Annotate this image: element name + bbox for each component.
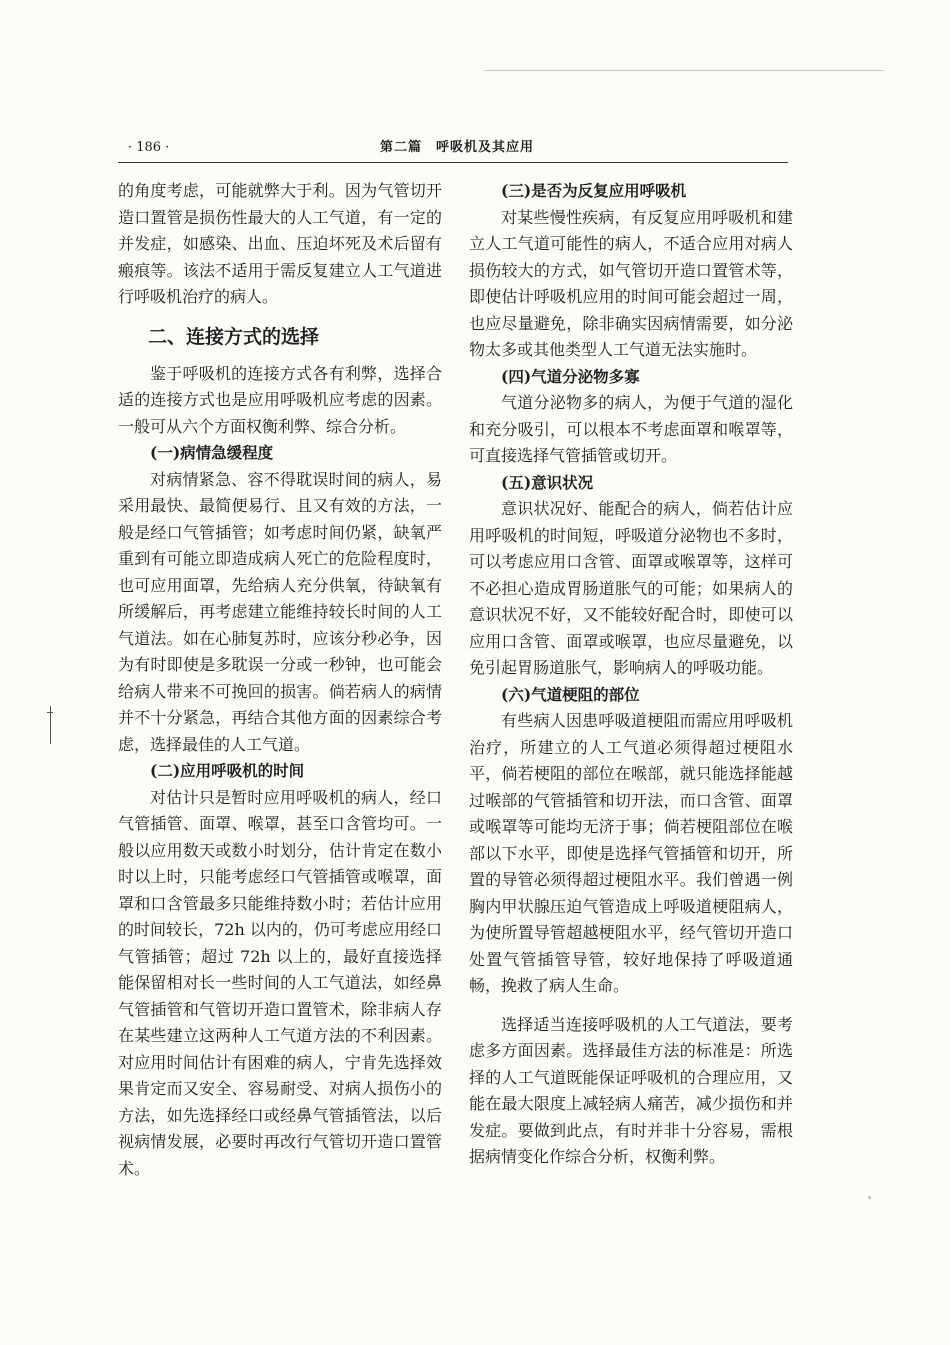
paragraph: 对某些慢性疾病，有反复应用呼吸机和建立人工气道可能性的病人，不适合应用对病人损伤较大的方式，如气管切开造口置管术等，即使估计呼吸机应用的时间可能会超过一周，也应尽量避免，除非确实因病情需要，如分泌物太多或其他类型人工气道无法实施时。 [469,207,793,359]
scan-speck [868,1196,871,1199]
chapter-title: 第二篇 呼吸机及其应用 [380,140,535,155]
subsection-heading: (四)气道分泌物多寡 [501,366,640,386]
top-page-rule [484,70,884,71]
paragraph: 意识状况好、能配合的病人，倘若估计应用呼吸机的时间短，呼吸道分泌物也不多时，可以考虑应用口含管、面罩或喉罩等，这样可不必担心造成胃肠道胀气的可能；如果病人的意识状况不好，又不能较好配合时，即使可以应用口含管、面罩或喉罩，也应尽量避免，以免引起胃肠道胀气，影响病人的呼吸功能。 [469,499,793,677]
paragraph-continued: 的角度考虑，可能就弊大于利。因为气管切开造口置管是损伤性最大的人工气道，有一定的并发症，如感染、出血、压迫坏死及术后留有瘢痕等。该法不适用于需反复建立人工气道进行呼吸机治疗的病人。 [118,181,442,306]
paragraph: 气道分泌物多的病人，为便于气道的湿化和充分吸引，可以根本不考虑面罩和喉罩等，可直接选择气管插管或切开。 [469,393,793,465]
subsection-heading: (一)病情急缓程度 [150,443,274,462]
paragraph: 对病情紧急、容不得耽误时间的病人，易采用最快、最简便易行、且又有效的方法，一般是经口气管插管；如考虑时间仍紧，缺氧严重到有可能立即造成病人死亡的危险程度时，也可应用面罩，先给病人充分供氧，待缺氧有所缓解后，再考虑建立能维持较长时间的人工气道法。如在心肺复苏时，应该分秒必争，因为有时即使是多耽误一分或一秒钟，也可能会给病人带来不可挽回的损害。倘若病人的病情并不十分紧急，再结合其他方面的因素综合考虑，选择最佳的人工气道。 [118,469,442,754]
page-number: · 186 · [128,140,170,155]
subsection-heading: (五)意识状况 [501,472,594,492]
section-heading: 二、连接方式的选择 [148,325,320,348]
left-column [118,178,442,1182]
header-rule [118,162,788,163]
paragraph: 鉴于呼吸机的连接方式各有利弊，选择合适的连接方式也是应用呼吸机应考虑的因素。一般可从六个方面权衡利弊、综合分析。 [118,363,442,436]
subsection-heading: (二)应用呼吸机的时间 [150,761,305,780]
paragraph: 选择适当连接呼吸机的人工气道法，要考虑多方面因素。选择最佳方法的标准是：所选择的人工气道既能保证呼吸机的合理应用，又能在最大限度上减轻病人痛苦，减少损伤和并发症。要做到此点，有时并非十分容易，需根据病情变化作综合分析，权衡利弊。 [469,1014,793,1166]
paragraph: 有些病人因患呼吸道梗阻而需应用呼吸机治疗，所建立的人工气道必须得超过梗阻水平，倘若梗阻的部位在喉部，就只能选择能越过喉部的气管插管和切开法，而口含管、面罩或喉罩等可能均无济于事；倘若梗阻部位在喉部以下水平，即使是选择气管插管和切开，所置的导管必须得超过梗阻水平。我们曾遇一例胸内甲状腺压迫气管造成上呼吸道梗阻病人，为使所置导管超越梗阻水平，经气管切开造口处置气管插管导管，较好地保持了呼吸道通畅，挽救了病人生命。 [469,711,793,995]
margin-tick [47,712,53,713]
subsection-heading: (三)是否为反复应用呼吸机 [501,181,687,200]
subsection-heading: (六)气道梗阻的部位 [501,684,640,704]
paragraph: 对估计只是暂时应用呼吸机的病人，经口气管插管、面罩、喉罩，甚至口含管均可。一般以应用数天或数小时划分，估计肯定在数小时以上时，只能考虑经口气管插管或喉罩，面罩和口含管最多只能维持数小时；若估计应用的时间较长，72h 以内的，仍可考虑应用经口气管插管；超过 72h 以上的，最好直接选择能保留相对长一些时间的人工气道法，如经鼻气管插管和气管切开造口置管术，除非病人存在某些建立这两种人工气道方法的不利因素。对应用时间估计有困难的病人，宁肯先选择效果肯定而又安全、容易耐受、对病人损伤小的方法，如先选择经口或经鼻气管插管法，以后视病情发展，必要时再改行气管切开造口置管术。 [118,787,442,1178]
right-column [469,178,793,1171]
page-header [118,136,788,160]
